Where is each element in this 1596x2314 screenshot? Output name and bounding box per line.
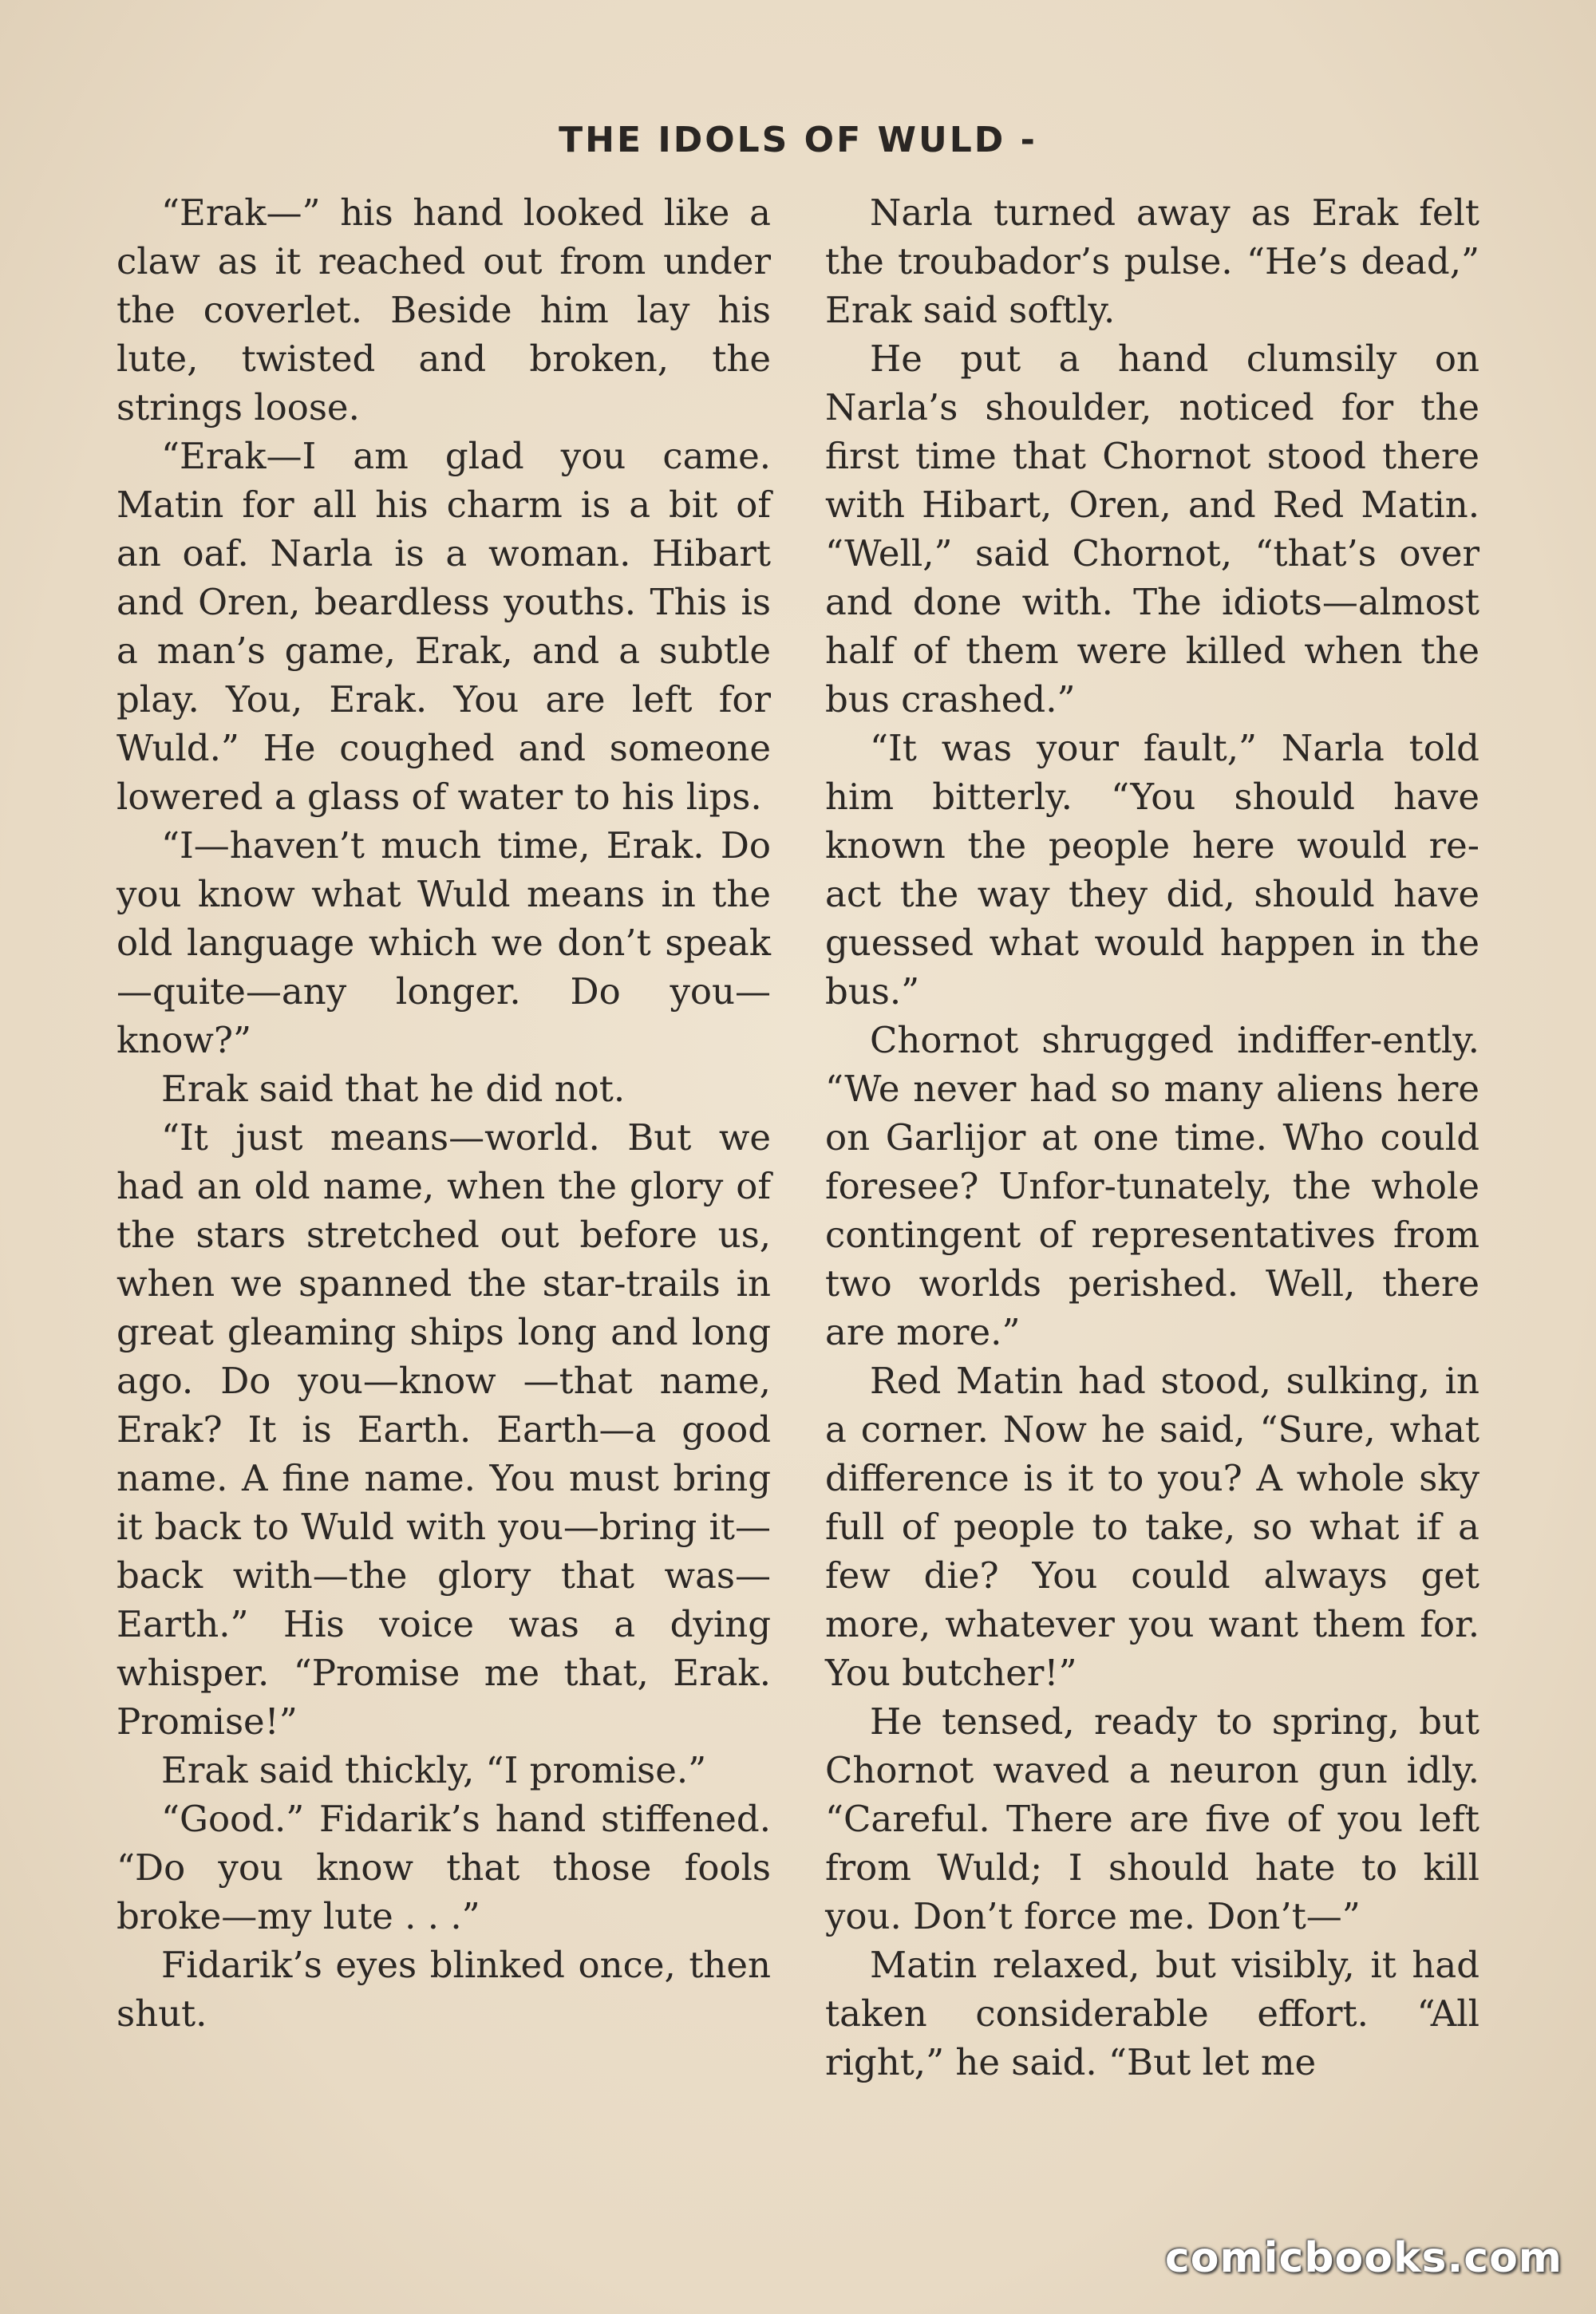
paragraph: “Erak—I am glad you came. Matin for all his charm is a bit of an oaf. Narla is a woman. Hibart and Oren, beardless youths. This is a man’s game, Erak, and a subtle play. You, Erak. You are left for Wuld.” He coughed and someone lowered a glass of water to his lips. bbox=[117, 435, 771, 818]
paragraph: He put a hand clumsily on Narla’s shoulder, noticed for the first time that Chornot stood there with Hibart, Oren, and Red Matin. “Well,” said Chornot, “that’s over and done with. The idiots—almost half of them were killed when the bus crashed.” bbox=[825, 338, 1479, 721]
paragraph: He tensed, ready to spring, but Chornot waved a neuron gun idly. “Careful. There are five of you left from Wuld; I should hate to kill you. Don’t force me. Don’t—” bbox=[825, 1700, 1479, 1937]
watermark: comicbooks.com bbox=[1164, 2234, 1562, 2282]
paragraph: “It just means—world. But we had an old name, when the glory of the stars stretched out before us, when we spanned the star-trails in great gleaming ships long and long ago. Do you—know —that name, Erak? It is Earth. Earth—a good name. A fine name. You must bring it back to Wuld with you—bring it—back with—the glory that was—Earth.” His voice was a dying whisper. “Promise me that, Erak. Promise!” bbox=[117, 1116, 771, 1743]
paragraph: Fidarik’s eyes blinked once, then shut. bbox=[117, 1944, 771, 2035]
paragraph: Red Matin had stood, sulking, in a corner. Now he said, “Sure, what difference is it to you? A whole sky full of people to take, so what if a few die? You could always get more, whatever you want them for. You butcher!” bbox=[825, 1360, 1479, 1694]
paragraph: Chornot shrugged indiffer-ently. “We never had so many aliens here on Garlijor at one time. Who could foresee? Unfor-tunately, the whole contingent of representatives from two worlds perished. Well, there are more.” bbox=[825, 1019, 1479, 1353]
paragraph: “It was your fault,” Narla told him bitterly. “You should have known the people here would re-act the way they did, should have guessed what would happen in the bus.” bbox=[825, 727, 1479, 1013]
left-column bbox=[117, 188, 771, 2038]
paragraph: “Good.” Fidarik’s hand stiffened. “Do you know that those fools broke—my lute . . .” bbox=[117, 1798, 771, 1937]
running-head: THE IDOLS OF WULD - bbox=[559, 120, 1037, 160]
paragraph: Matin relaxed, but visibly, it had taken considerable effort. “All right,” he said. “But let me bbox=[825, 1944, 1479, 2083]
paragraph: “I—haven’t much time, Erak. Do you know what Wuld means in the old language which we don’t speak—quite—any longer. Do you—know?” bbox=[117, 824, 771, 1061]
paragraph: Erak said that he did not. bbox=[161, 1068, 626, 1110]
paragraph: “Erak—” his hand looked like a claw as it reached out from under the coverlet. Beside him lay his lute, twisted and broken, the strings loose. bbox=[117, 192, 771, 428]
paragraph: Narla turned away as Erak felt the troubador’s pulse. “He’s dead,” Erak said softly. bbox=[825, 192, 1479, 331]
paragraph: Erak said thickly, “I promise.” bbox=[161, 1749, 707, 1791]
right-column bbox=[825, 188, 1479, 2087]
